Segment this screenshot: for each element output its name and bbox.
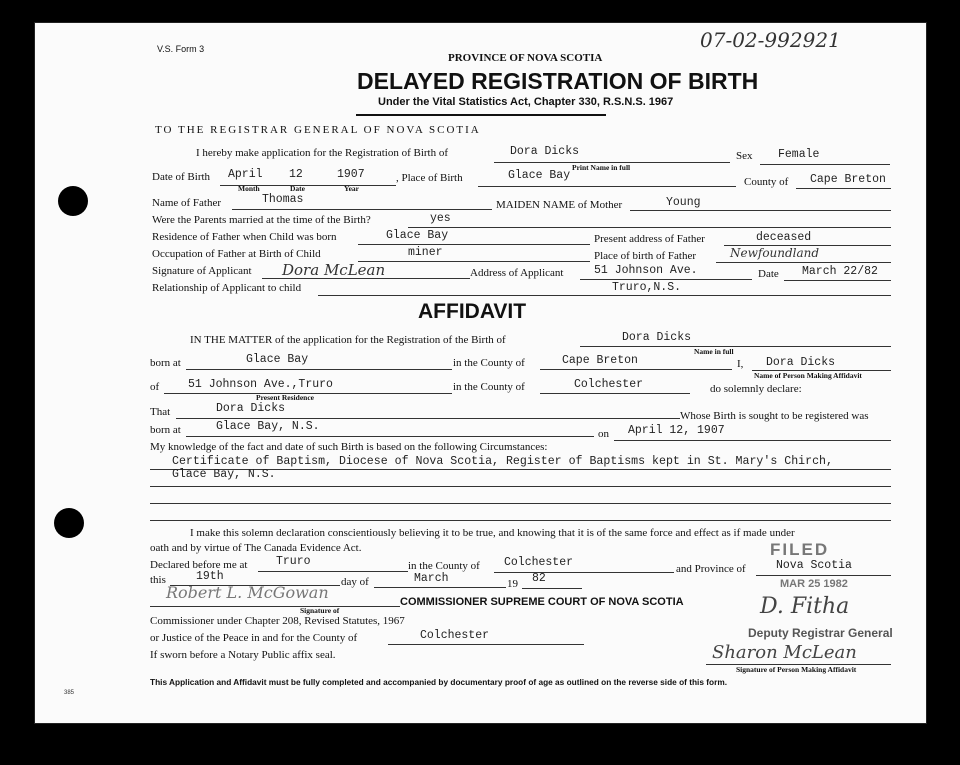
main-title: DELAYED REGISTRATION OF BIRTH	[357, 68, 759, 94]
declared-county-value: Colchester	[504, 556, 574, 569]
filed-stamp: FILED	[770, 540, 830, 559]
month-field[interactable]	[374, 587, 506, 588]
province-title: PROVINCE OF NOVA SCOTIA	[448, 52, 603, 64]
binder-hole-bottom	[54, 508, 84, 538]
father-occupation-value: miner	[408, 246, 443, 259]
province-field[interactable]	[756, 575, 891, 576]
birth-date-field[interactable]	[614, 440, 891, 441]
registrar-signature: D. Fitha	[760, 594, 850, 619]
justice-of-peace-label: or Justice of the Peace in and for the County of	[150, 632, 358, 644]
sex-field[interactable]	[760, 164, 890, 165]
registrar-line: TO THE REGISTRAR GENERAL OF NOVA SCOTIA	[155, 124, 481, 136]
deponent-name-value: Dora Dicks	[766, 356, 836, 369]
declared-place-field[interactable]	[258, 571, 408, 572]
day-of-label: day of	[341, 576, 369, 588]
affidavit-county-field[interactable]	[540, 369, 732, 370]
that-label: That	[150, 406, 171, 418]
birth-date-on-label: on	[598, 428, 609, 440]
affidavit-matter-field[interactable]	[580, 346, 891, 347]
applicant-signature-label: Signature of Applicant	[152, 265, 252, 277]
applicant-address-label: Address of Applicant	[470, 267, 564, 279]
this-day-value: 19th	[196, 570, 224, 583]
father-occupation-field[interactable]	[358, 261, 590, 262]
dob-year-value: 1907	[337, 168, 365, 181]
applicant-signature-value: Dora McLean	[282, 261, 386, 279]
deputy-registrar-title: Deputy Registrar General	[748, 626, 893, 640]
knowledge-label: My knowledge of the fact and date of such Birth is based on the following Circumstances:	[150, 441, 548, 453]
born-at-field-2[interactable]	[186, 436, 594, 437]
file-number: 07-02-992921	[700, 28, 841, 52]
circumstance-field-4[interactable]	[150, 520, 891, 521]
year-caption: Year	[344, 184, 359, 193]
sex-label: Sex	[736, 150, 753, 162]
affidavit-county-label: in the County of	[453, 357, 525, 369]
child-name-value: Dora Dicks	[510, 145, 580, 158]
place-of-birth-value: Glace Bay	[508, 169, 571, 182]
father-birthplace-label: Place of birth of Father	[594, 250, 697, 262]
month-value: March	[414, 572, 449, 585]
footer-instructions: This Application and Affidavit must be fully completed and accompanied by documentary proof of age as outlined on the reverse side of this form.	[150, 677, 728, 687]
that-field[interactable]	[176, 418, 680, 419]
province-label: and Province of	[676, 563, 746, 575]
circumstance-field-3[interactable]	[150, 503, 891, 504]
day-caption: Date	[290, 184, 305, 193]
this-label: this	[150, 574, 166, 586]
whose-birth-label: Whose Birth is sought to be registered was	[680, 410, 869, 422]
declared-place-value: Truro	[276, 555, 311, 568]
commissioner-signature-field[interactable]	[150, 606, 400, 607]
relationship-label: Relationship of Applicant to child	[152, 282, 302, 294]
application-date-field[interactable]	[784, 280, 891, 281]
present-residence-caption: Present Residence	[256, 393, 314, 402]
residence-county-field[interactable]	[540, 393, 690, 394]
county-label: County of	[744, 176, 789, 188]
province-value: Nova Scotia	[776, 559, 852, 572]
justice-county-field[interactable]	[388, 644, 584, 645]
century-prefix: 19	[507, 578, 518, 590]
binder-hole-top	[58, 186, 88, 216]
residence-county-value: Colchester	[574, 378, 644, 391]
application-date-value: March 22/82	[802, 265, 878, 278]
circumstance-line-1: Certificate of Baptism, Diocese of Nova Scotia, Register of Baptisms kept in St. Mary's Chirch,	[172, 455, 833, 468]
that-value: Dora Dicks	[216, 402, 286, 415]
father-occupation-label: Occupation of Father at Birth of Child	[152, 248, 321, 260]
applicant-address-line2: Truro,N.S.	[612, 281, 682, 294]
father-present-address-value: deceased	[756, 231, 812, 244]
justice-county-value: Colchester	[420, 629, 490, 642]
dob-month-value: April	[228, 168, 263, 181]
county-value: Cape Breton	[810, 173, 886, 186]
year-field[interactable]	[522, 588, 582, 589]
parents-married-field[interactable]	[408, 227, 891, 228]
residence-of-label: of	[150, 381, 160, 393]
commissioner-title-value: COMMISSIONER SUPREME COURT OF NOVA SCOTIA	[400, 596, 684, 608]
deponent-i-label: I,	[737, 358, 744, 370]
affidavit-county-value: Cape Breton	[562, 354, 638, 367]
declaration-line-2: oath and by virtue of The Canada Evidence Act.	[150, 542, 362, 554]
sex-value: Female	[778, 148, 820, 161]
solemnly-declare-label: do solemnly declare:	[710, 383, 802, 395]
affidavit-matter-label: IN THE MATTER of the application for the Registration of the Birth of	[190, 334, 506, 346]
father-birthplace-value: Newfoundland	[730, 246, 820, 260]
father-name-label: Name of Father	[152, 197, 222, 209]
father-residence-label: Residence of Father when Child was born	[152, 231, 337, 243]
relationship-field[interactable]	[318, 295, 891, 296]
place-of-birth-field[interactable]	[478, 186, 736, 187]
mother-name-label: MAIDEN NAME of Mother	[496, 199, 623, 211]
born-at-label-2: born at	[150, 424, 181, 436]
act-line: Under the Vital Statistics Act, Chapter 330, R.S.N.S. 1967	[378, 96, 674, 108]
born-at-value-2: Glace Bay, N.S.	[216, 420, 320, 433]
print-name-caption: Print Name in full	[572, 163, 631, 172]
father-present-address-label: Present address of Father	[594, 233, 705, 245]
applicant-address-value: 51 Johnson Ave.	[594, 264, 698, 277]
affidavit-born-at-label: born at	[150, 357, 181, 369]
declaration-line-1: I make this solemn declaration conscientiously believing it to be true, and knowing that it is of the same force and effect as if made under	[190, 527, 795, 539]
county-field[interactable]	[796, 188, 891, 189]
application-date-label: Date	[758, 268, 779, 280]
commissioner-signature: Robert L. McGowan	[166, 583, 329, 602]
residence-value: 51 Johnson Ave.,Truro	[188, 378, 333, 391]
declared-county-label: in the County of	[408, 560, 480, 572]
deponent-signature-caption: Signature of Person Making Affidavit	[736, 665, 857, 674]
signature-of-caption: Signature of	[300, 606, 340, 615]
father-name-field[interactable]	[232, 209, 492, 210]
corner-code: 385	[64, 690, 75, 696]
month-caption: Month	[238, 184, 260, 193]
parents-married-label: Were the Parents married at the time of the Birth?	[152, 214, 371, 226]
father-residence-value: Glace Bay	[386, 229, 449, 242]
circumstance-field-2[interactable]	[150, 486, 891, 487]
deponent-signature: Sharon McLean	[712, 642, 857, 663]
declared-before-label: Declared before me at	[150, 559, 248, 571]
father-birthplace-field[interactable]	[716, 262, 891, 263]
year-value: 82	[532, 572, 546, 585]
mother-name-field[interactable]	[630, 210, 891, 211]
filed-stamp-date: MAR 25 1982	[780, 578, 848, 590]
parents-married-value: yes	[430, 212, 451, 225]
registration-of-birth-label: I hereby make application for the Registration of Birth of	[196, 147, 449, 159]
place-of-birth-label: , Place of Birth	[396, 172, 463, 184]
mother-name-value: Young	[666, 196, 701, 209]
circumstance-line-2: Glace Bay, N.S.	[172, 468, 276, 481]
notary-line: If sworn before a Notary Public affix seal.	[150, 649, 336, 661]
deponent-caption: Name of Person Making Affidavit	[754, 371, 862, 380]
affidavit-heading: AFFIDAVIT	[418, 300, 527, 323]
form-number: V.S. Form 3	[157, 44, 205, 54]
affidavit-born-at-value: Glace Bay	[246, 353, 309, 366]
declared-county-field[interactable]	[494, 572, 674, 573]
title-rule	[356, 114, 606, 116]
affidavit-born-at-field[interactable]	[186, 369, 452, 370]
father-residence-field[interactable]	[358, 244, 590, 245]
residence-county-label: in the County of	[453, 381, 525, 393]
dob-day-value: 12	[289, 168, 303, 181]
father-name-value: Thomas	[262, 193, 304, 206]
date-of-birth-label: Date of Birth	[152, 171, 211, 183]
commissioner-line: Commissioner under Chapter 208, Revised Statutes, 1967	[150, 615, 405, 627]
birth-date-value: April 12, 1907	[628, 424, 725, 437]
applicant-address-field[interactable]	[580, 279, 752, 280]
affidavit-matter-value: Dora Dicks	[622, 331, 692, 344]
name-in-full-caption: Name in full	[694, 347, 734, 356]
